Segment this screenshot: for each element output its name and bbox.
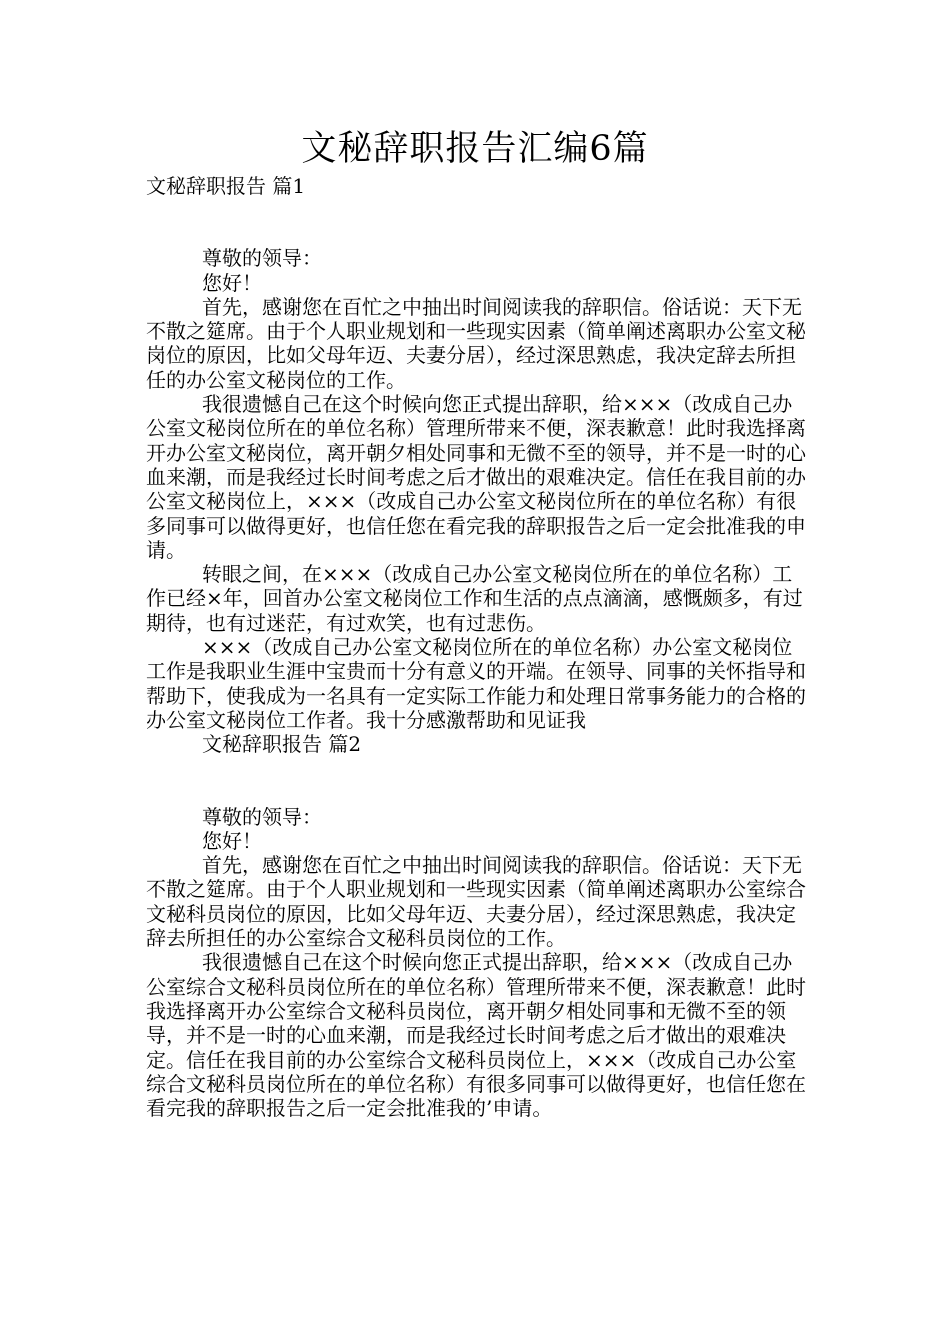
document-title: 文秘辞职报告汇编6篇 — [301, 129, 649, 169]
section-heading-2: 文秘辞职报告 篇2 — [202, 732, 362, 757]
blank-space — [146, 198, 811, 246]
paragraph: 我很遗憾自己在这个时候向您正式提出辞职，给×××（改成自己办公室文秘岗位所在的单位名称）管理所带来不便，深表歉意！此时我选择离开办公室文秘岗位，离开朝夕相处同事和无微不至的领导，并不是一时的心血来潮，而是我经过长时间考虑之后才做出的艰难决定。信任在我目前的办公室文秘岗位上，×××（改成自己办公室文秘岗位所在的单位名称）有很多同事可以做得更好，也信任您在看完我的辞职报告之后一定会批准我的申请。 — [146, 392, 806, 562]
blank-space — [146, 757, 811, 805]
paragraph: 首先，感谢您在百忙之中抽出时间阅读我的辞职信。俗话说：天下无不散之筵席。由于个人职业规划和一些现实因素（简单阐述离职办公室综合文秘科员岗位的原因，比如父母年迈、夫妻分居），经过深思熟虑，我决定辞去所担任的办公室综合文秘科员岗位的工作。 — [146, 853, 806, 951]
section-heading-1: 文秘辞职报告 篇1 — [146, 174, 306, 198]
salutation: 尊敬的领导： — [202, 804, 322, 829]
paragraph: ×××（改成自己办公室文秘岗位所在的单位名称）办公室文秘岗位工作是我职业生涯中宝贵而十分有意义的开端。在领导、同事的关怀指导和帮助下，使我成为一名具有一定实际工作能力和处理日常事务能力的合格的办公室文秘岗位工作者。我十分感激帮助和见证我 — [146, 635, 806, 732]
greeting: 您好！ — [202, 270, 262, 295]
paragraph: 首先，感谢您在百忙之中抽出时间阅读我的辞职信。俗话说：天下无不散之筵席。由于个人职业规划和一些现实因素（简单阐述离职办公室文秘岗位的原因，比如父母年迈、夫妻分居），经过深思熟虑，我决定辞去所担任的办公室文秘岗位的工作。 — [146, 294, 806, 392]
greeting: 您好！ — [202, 828, 262, 853]
paragraph: 我很遗憾自己在这个时候向您正式提出辞职，给×××（改成自己办公室综合文秘科员岗位所在的单位名称）管理所带来不便，深表歉意！此时我选择离开办公室综合文秘科员岗位，离开朝夕相处同事和无微不至的领导，并不是一时的心血来潮，而是我经过长时间考虑之后才做出的艰难决定。信任在我目前的办公室综合文秘科员岗位上，×××（改成自己办公室综合文秘科员岗位所在的单位名称）有很多同事可以做得更好，也信任您在看完我的辞职报告之后一定会批准我的’申请。 — [146, 950, 806, 1121]
document-body — [146, 174, 811, 1120]
salutation: 尊敬的领导： — [202, 246, 322, 271]
paragraph: 转眼之间，在×××（改成自己办公室文秘岗位所在的单位名称）工作已经×年，回首办公室文秘岗位工作和生活的点点滴滴，感慨颇多，有过期待，也有过迷茫，有过欢笑，也有过悲伤。 — [146, 562, 803, 635]
